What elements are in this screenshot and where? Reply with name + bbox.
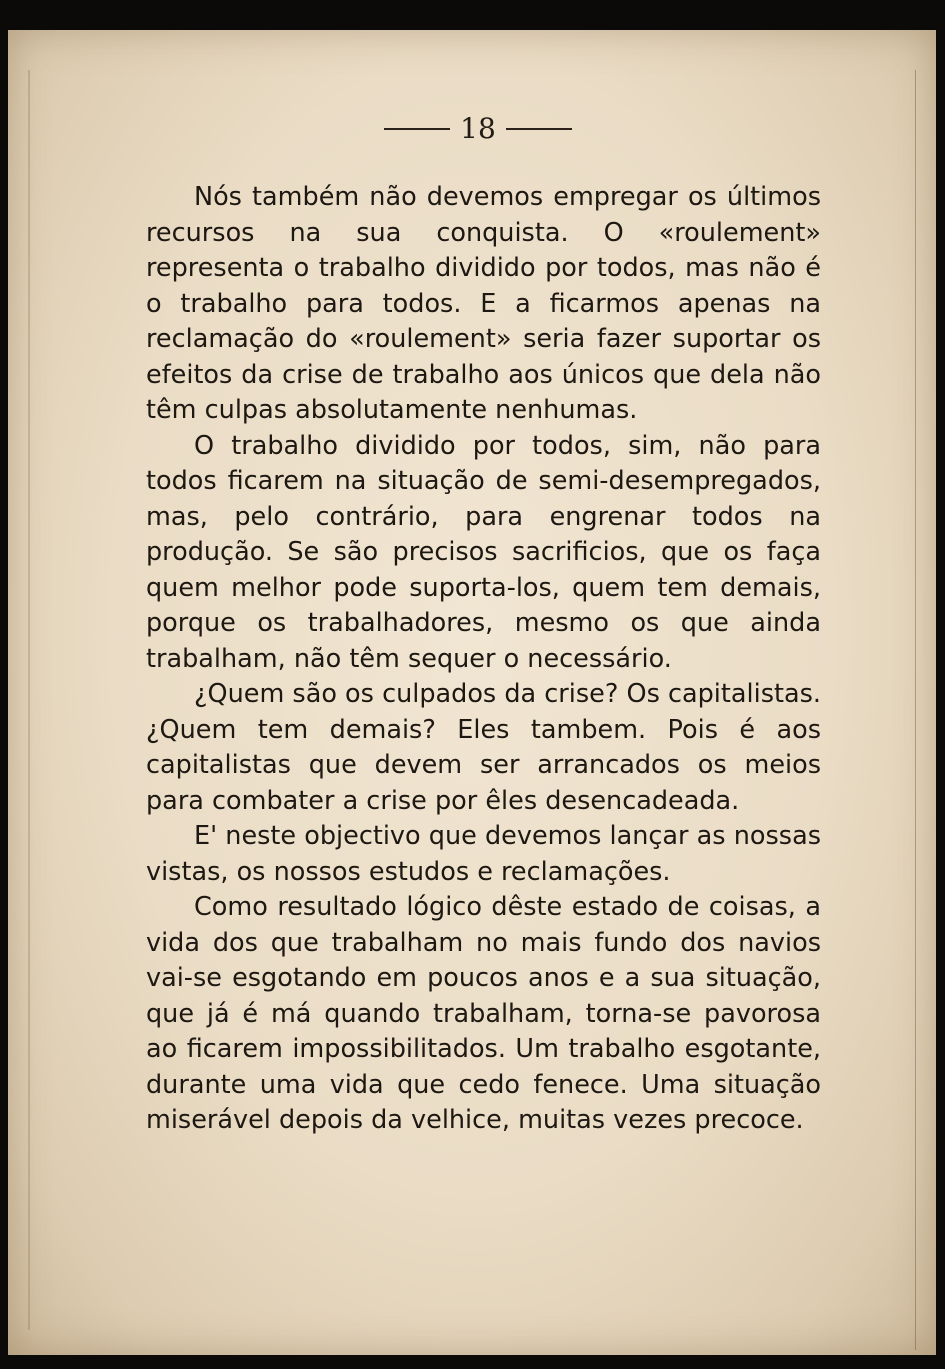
- paragraph-4: E' neste objectivo que devemos lançar as nossas vistas, os nossos estudos e reclamações.: [146, 821, 821, 887]
- right-rule: [506, 128, 572, 130]
- page-number: 18: [460, 112, 496, 145]
- page-edge-shadow: [28, 70, 30, 1330]
- paragraph-3: ¿Quem são os culpados da crise? Os capitalistas. ¿Quem tem demais? Eles tambem. Pois é aos capitalistas que devem ser arrancados os meios para combater a crise por êles desencadeada.: [146, 679, 821, 816]
- paragraph-1: Nós também não devemos empregar os últimos recursos na sua conquista. O «roulement» representa o trabalho dividido por todos, mas não é o trabalho para todos. E a ficarmos apenas na reclamação do «roulement» seria fazer suportar os efeitos da crise de trabalho aos únicos que dela não têm culpas absolutamente nenhumas.: [146, 182, 821, 425]
- margin-binding-marks: [885, 70, 916, 1350]
- left-rule: [384, 128, 450, 130]
- body-text: [146, 180, 821, 1139]
- paragraph-2: O trabalho dividido por todos, sim, não para todos ficarem na situação de semi-desempregados, mas, pelo contrário, para engrenar todos na produção. Se são precisos sacrificios, que os faça quem melhor pode suporta-los, quem tem demais, porque os trabalhadores, mesmo os que ainda trabalham, não têm sequer o necessário.: [146, 430, 821, 674]
- book-page: [8, 30, 936, 1355]
- paragraph-5: Como resultado lógico dêste estado de coisas, a vida dos que trabalham no mais fundo dos navios vai-se esgotando em poucos anos e a sua situação, que já é má quando trabalham, torna-se pavorosa ao ficarem impossibilitados. Um trabalho esgotante, durante uma vida que cedo fenece. Uma situação miserável depois da velhice, muitas vezes precoce.: [146, 892, 821, 1135]
- page-number-header: [378, 112, 578, 145]
